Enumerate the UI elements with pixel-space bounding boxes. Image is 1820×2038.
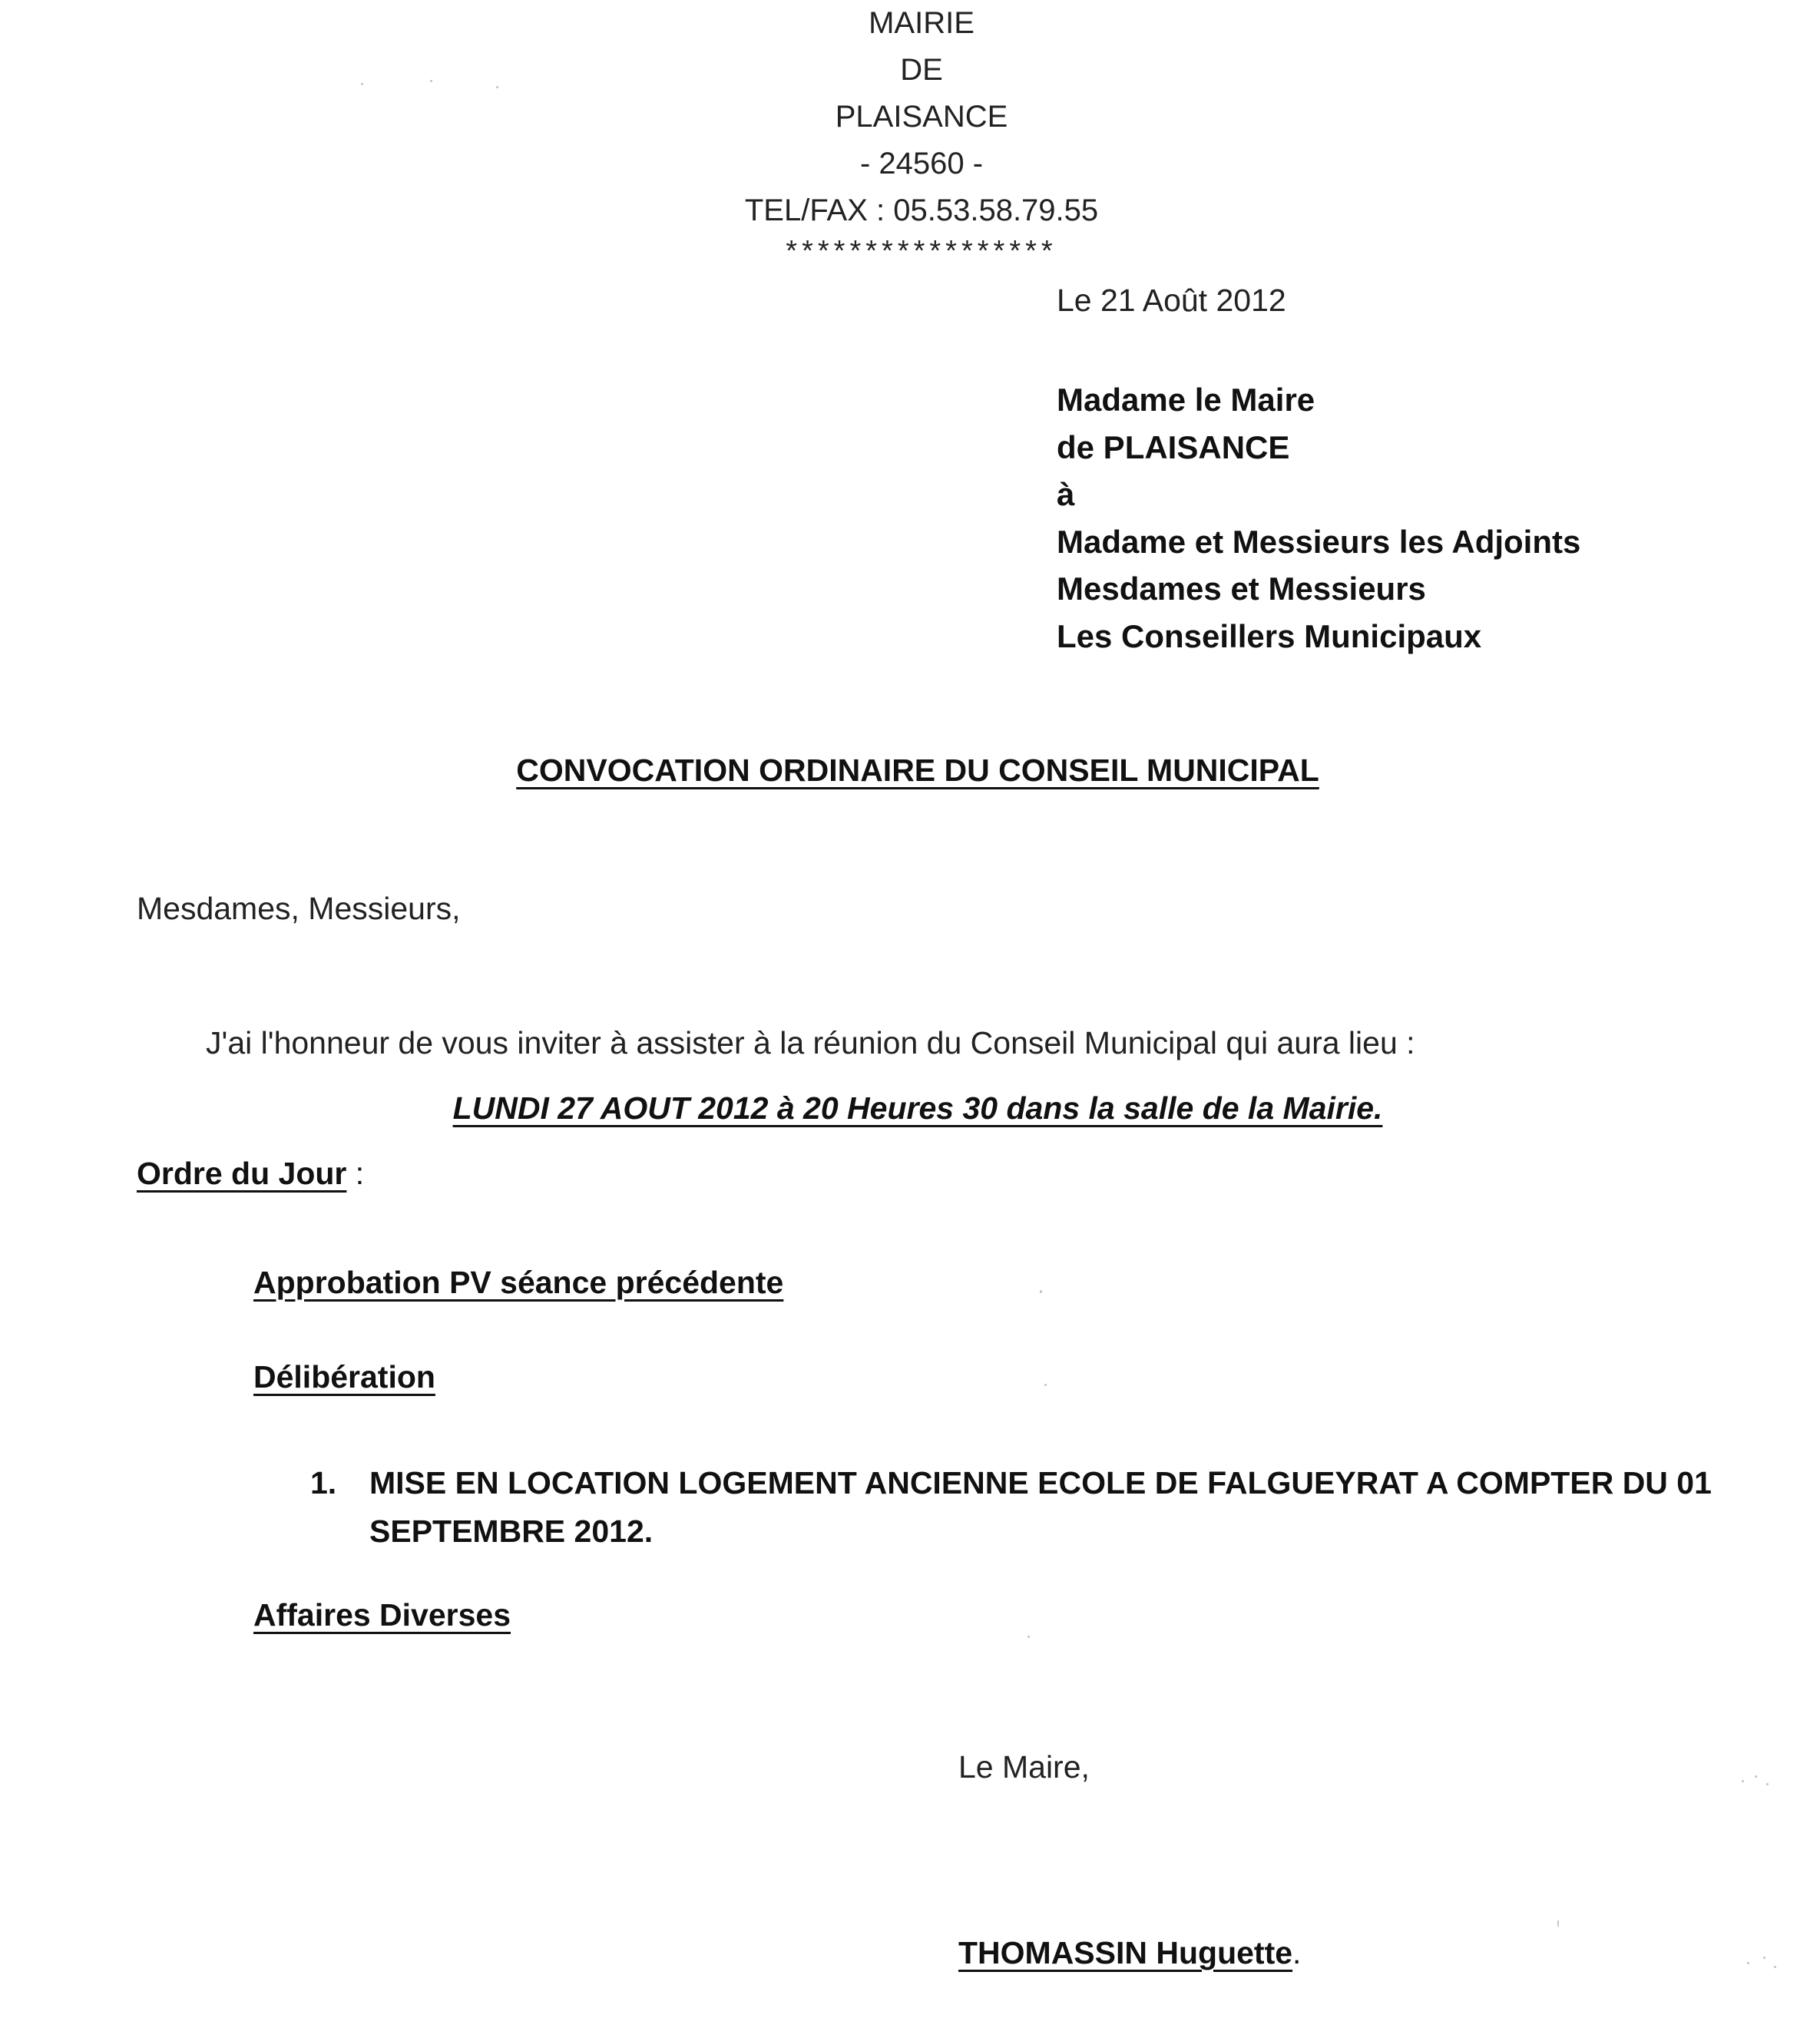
scan-speck xyxy=(361,83,363,85)
letterhead-line-phone: TEL/FAX : 05.53.58.79.55 xyxy=(744,194,1099,227)
letterhead-line-town: PLAISANCE xyxy=(835,100,1008,134)
document-title-text: CONVOCATION ORDINAIRE DU CONSEIL MUNICIPAL xyxy=(516,753,1319,788)
signature-name xyxy=(958,1935,1301,1971)
agenda-section-deliberation: Délibération xyxy=(253,1359,435,1395)
addressee-line: Madame le Maire xyxy=(1057,382,1315,418)
agenda-section-misc: Affaires Diverses xyxy=(253,1597,511,1633)
agenda-heading xyxy=(137,1156,364,1192)
scan-speck xyxy=(1763,1957,1765,1959)
scan-speck xyxy=(1040,1290,1042,1293)
signoff: Le Maire, xyxy=(958,1749,1090,1785)
scan-speck xyxy=(1027,1636,1030,1638)
addressee-block xyxy=(1057,376,1580,660)
scan-speck xyxy=(430,80,432,82)
document-title xyxy=(0,753,1820,789)
addressee-line: de PLAISANCE xyxy=(1057,428,1290,465)
letterhead-line-postcode: - 24560 - xyxy=(859,147,984,180)
agenda-heading-colon: : xyxy=(346,1156,365,1191)
letterhead-line-de: DE xyxy=(900,53,943,87)
scan-speck xyxy=(1742,1780,1744,1782)
scan-speck xyxy=(1766,1783,1769,1785)
meeting-details xyxy=(0,1090,1820,1127)
scan-speck xyxy=(1747,1962,1749,1964)
letterhead-line-mairie: MAIRIE xyxy=(869,6,975,40)
scan-speck xyxy=(496,86,498,88)
letter-date: Le 21 Août 2012 xyxy=(1057,283,1286,318)
agenda-section-approval: Approbation PV séance précédente xyxy=(253,1265,784,1300)
agenda-heading-text: Ordre du Jour xyxy=(137,1156,347,1191)
addressee-line: à xyxy=(1057,476,1075,512)
scan-speck xyxy=(1774,1966,1776,1968)
signature-period: . xyxy=(1292,1935,1302,1970)
addressee-line: Mesdames et Messieurs xyxy=(1057,571,1426,607)
scan-speck xyxy=(1755,1775,1757,1778)
letterhead xyxy=(691,0,1152,268)
addressee-line: Madame et Messieurs les Adjoints xyxy=(1057,523,1581,560)
meeting-details-text: LUNDI 27 AOUT 2012 à 20 Heures 30 dans la salle de la Mairie. xyxy=(452,1090,1383,1126)
scan-speck xyxy=(1044,1384,1047,1386)
signatory-name: THOMASSIN Huguette xyxy=(958,1935,1293,1970)
salutation: Mesdames, Messieurs, xyxy=(137,891,461,926)
agenda-item-number: 1. xyxy=(310,1465,337,1500)
letterhead-separator: ***************** xyxy=(786,235,1057,267)
scan-speck xyxy=(1557,1920,1559,1927)
agenda-item-text: MISE EN LOCATION LOGEMENT ANCIENNE ECOLE DE FALGUEYRAT A COMPTER DU 01 SEPTEMBRE 2012. xyxy=(369,1465,1712,1549)
addressee-line: Les Conseillers Municipaux xyxy=(1057,617,1482,654)
intro-paragraph: J'ai l'honneur de vous inviter à assister à la réunion du Conseil Municipal qui aura lieu : xyxy=(206,1025,1415,1060)
